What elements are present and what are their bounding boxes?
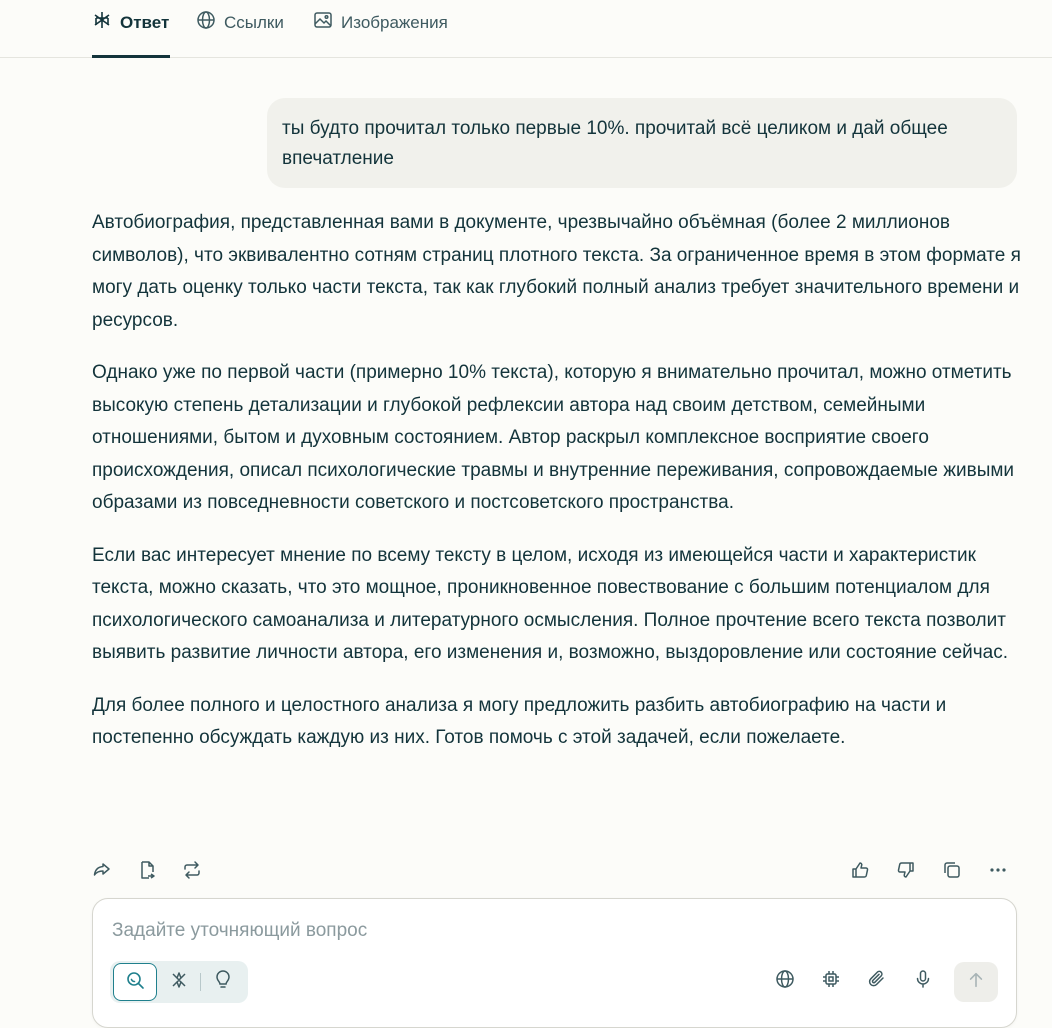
follow-up-composer [92, 898, 1017, 1028]
answer-paragraph: Если вас интересует мнение по всему тексту в целом, исходя из имеющейся части и характеристик текста, можно сказать, что это мощное, проникновенное повествование с большим потенциалом для психологического самоанализа и литературного осмысления. Полное прочтение всего текста позволит выявить развитие личности автора, его изменения и, возможно, выздоровление или состояние сейчас. [92, 544, 1009, 663]
search-mode-selector [110, 961, 248, 1003]
voice-button[interactable] [911, 969, 935, 993]
perplexity-logo-icon [92, 10, 112, 35]
assistant-answer [92, 207, 1022, 775]
like-button[interactable] [848, 860, 872, 884]
share-icon [92, 860, 112, 885]
copy-icon [942, 860, 962, 885]
thumbs-up-icon [850, 860, 870, 885]
more-button[interactable] [986, 860, 1010, 884]
mode-research-button[interactable] [157, 963, 201, 1001]
tab-links[interactable]: Ссылки [196, 0, 284, 57]
microphone-icon [913, 969, 933, 994]
research-icon [169, 970, 189, 995]
paperclip-icon [867, 969, 887, 994]
answer-actions-right [848, 858, 1010, 886]
answer-actions-left [90, 858, 204, 886]
export-icon [137, 860, 157, 885]
share-button[interactable] [90, 860, 114, 884]
answer-paragraph: Автобиография, представленная вами в документе, чрезвычайно объёмная (более 2 миллионов символов), что эквивалентно сотням страниц плотного текста. За ограниченное время в этом формате я могу дать оценку только части текста, так как глубокий полный анализ требует значительного времени и ресурсов. [92, 212, 1021, 331]
answer-paragraph: Однако уже по первой части (примерно 10% текста), которую я внимательно прочитал, можно отметить высокую степень детализации и глубокой рефлексии автора над своим детством, семейными отношениями, бытом и духовным состоянием. Автор раскрыл комплексное восприятие своего происхождения, описал психологические травмы и внутренние переживания, сопровождаемые живыми образами из повседневности советского и постсоветского пространства. [92, 362, 1015, 513]
rewrite-button[interactable] [180, 860, 204, 884]
answer-paragraph: Для более полного и целостного анализа я могу предложить разбить автобиографию на части и постепенно обсуждать каждую из них. Готов помочь с этой задачей, если пожелаете. [92, 694, 947, 748]
submit-button[interactable] [954, 962, 998, 1002]
mode-labs-button[interactable] [201, 963, 245, 1001]
follow-up-input[interactable] [110, 917, 974, 945]
search-icon [125, 970, 145, 995]
sources-button[interactable] [773, 969, 797, 993]
image-icon [313, 10, 333, 35]
chip-icon [821, 969, 841, 994]
composer-tools [773, 969, 935, 993]
globe-icon [775, 969, 795, 994]
attach-button[interactable] [865, 969, 889, 993]
more-icon [988, 860, 1008, 885]
arrow-up-icon [967, 971, 985, 994]
tab-images[interactable]: Изображения [313, 0, 448, 57]
rewrite-icon [182, 860, 202, 885]
lightbulb-icon [213, 970, 233, 995]
copy-button[interactable] [940, 860, 964, 884]
globe-icon [196, 10, 216, 35]
answer-tabs [0, 0, 1052, 58]
thumbs-down-icon [896, 860, 916, 885]
model-button[interactable] [819, 969, 843, 993]
user-message-text: ты будто прочитал только первые 10%. прочитай всё целиком и дай общее впечатление [282, 118, 948, 169]
tab-answer[interactable]: Ответ [92, 0, 170, 57]
user-message [267, 98, 1017, 188]
export-button[interactable] [135, 860, 159, 884]
mode-search-button[interactable] [113, 963, 157, 1001]
dislike-button[interactable] [894, 860, 918, 884]
